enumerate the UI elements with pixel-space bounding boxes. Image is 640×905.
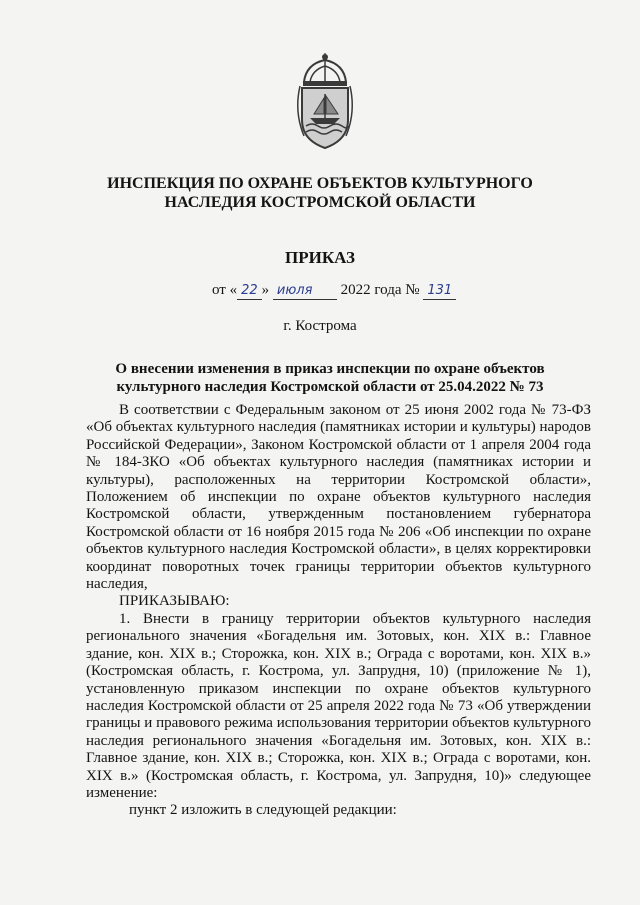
order-date-line [212, 282, 456, 300]
date-year: 2022 года № [340, 282, 420, 298]
coat-of-arms-emblem [290, 52, 360, 152]
order-title: ПРИКАЗ [285, 248, 355, 267]
organization-line-1: ИНСПЕКЦИЯ ПО ОХРАНЕ ОБЪЕКТОВ КУЛЬТУРНОГО [107, 175, 533, 192]
date-day-suffix: » [261, 282, 270, 298]
subject-line-2: культурного наследия Костромской области от 25.04.2022 № 73 [116, 379, 544, 395]
subject-line-1: О внесении изменения в приказ инспекции по охране объектов [115, 361, 545, 377]
handwritten-month: июля [273, 283, 337, 300]
order-body [86, 402, 591, 820]
item-1-paragraph: 1. Внести в границу территории объектов культурного наследия регионального значения «Богадельня им. Зотовых, кон. XIX в.: Главное здание, кон. XIX в.; Сторожка, кон. XIX в.; Ограда с воротами, кон. XIX в.» (Костромская область, г. Кострома, ул. Запрудня, 10) (приложение № 1), установленную приказом инспекции по охране объектов культурного наследия Костромской области от 25 апреля 2022 года № 73 «Об утверждении границы и правового режима использования территории объектов культурного наследия регионального значения «Богадельня им. Зотовых, кон. XIX в.: Главное здание, кон. XIX в.; Сторожка, кон. XIX в.; Ограда с воротами, кон. XIX в.» (Костромская область, г. Кострома, ул. Запрудня, 10)» следующее изменение: [86, 610, 591, 801]
order-subject [80, 360, 580, 396]
handwritten-day: 22 [237, 283, 262, 300]
handwritten-order-number: 131 [423, 283, 456, 300]
date-prefix: от « [212, 282, 238, 298]
kostroma-coat-of-arms-icon [290, 52, 360, 152]
item-1-sub-paragraph: пункт 2 изложить в следующей редакции: [129, 802, 397, 819]
organization-line-2: НАСЛЕДИЯ КОСТРОМСКОЙ ОБЛАСТИ [164, 194, 476, 211]
order-city: г. Кострома [283, 318, 357, 334]
order-word: ПРИКАЗЫВАЮ: [119, 593, 230, 610]
preamble-paragraph: В соответствии с Федеральным законом от 25 июня 2002 года № 73-ФЗ «Об объектах культурного наследия (памятниках истории и культуры) народов Российской Федерации», Законом Костромской области от 1 апреля 2004 года № 184-ЗКО «Об объектах культурного наследия (памятниках истории и культуры), расположенных на территории Костромской области», Положением об инспекции по охране объектов культурного наследия Костромской области, утвержденным постановлением губернатора Костромской области от 16 ноября 2015 года № 206 «Об инспекции по охране объектов культурного наследия Костромской области», в целях корректировки координат поворотных точек границы территории объектов культурного наследия, [86, 402, 591, 593]
organization-name [40, 174, 600, 212]
